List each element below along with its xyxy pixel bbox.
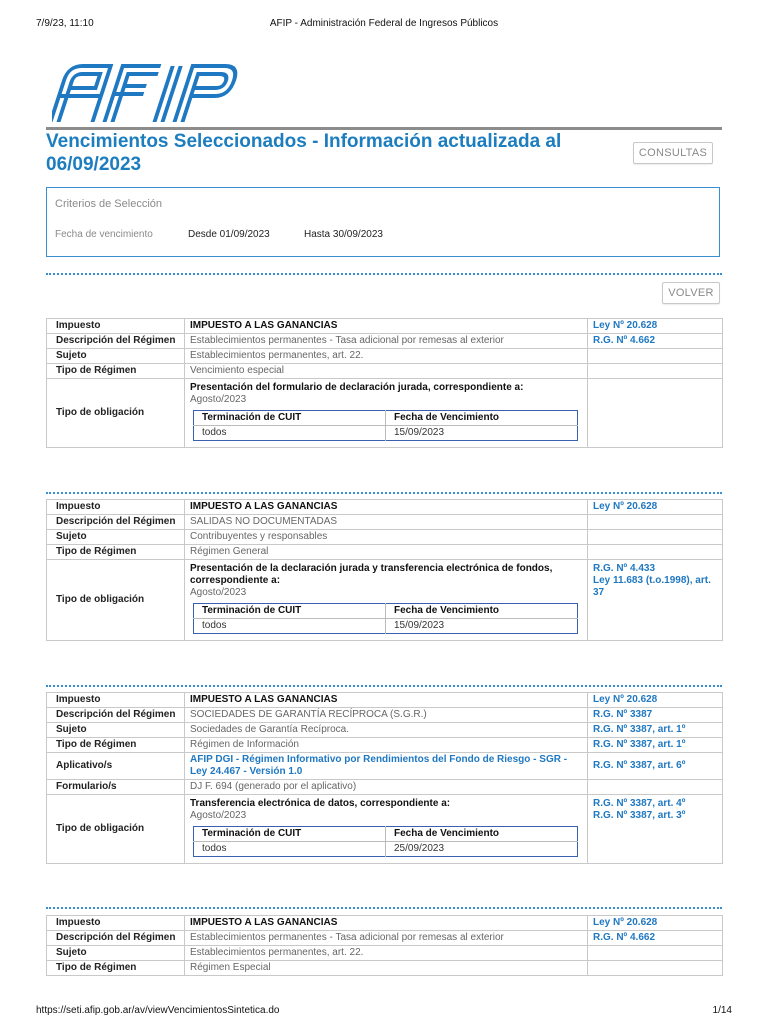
print-url: https://seti.afip.gob.ar/av/viewVencimientosSintetica.do <box>36 1005 280 1016</box>
obligacion-title: Presentación del formulario de declaración jurada, correspondiente a: <box>190 382 524 393</box>
impuesto-ref-link[interactable]: Ley Nº 20.628 <box>588 319 723 334</box>
obligacion-period: Agosto/2023 <box>190 394 247 405</box>
cuit-value: todos <box>194 619 386 634</box>
label-sujeto: Sujeto <box>47 723 185 738</box>
row-descripcion <box>47 334 723 349</box>
header-terminacion-cuit: Terminación de CUIT <box>194 827 386 842</box>
sujeto-ref-empty <box>588 946 723 961</box>
descripcion-value: SALIDAS NO DOCUMENTADAS <box>185 515 588 530</box>
separator <box>46 492 722 494</box>
vencimiento-record-4 <box>46 915 722 976</box>
criteria-desde: Desde 01/09/2023 <box>188 229 270 240</box>
inner-row <box>194 842 578 857</box>
obligacion-cell <box>185 379 588 448</box>
label-aplicativo: Aplicativo/s <box>47 753 185 780</box>
label-sujeto: Sujeto <box>47 349 185 364</box>
vencimiento-inner-table <box>193 826 578 857</box>
obligacion-title: Transferencia electrónica de datos, correspondiente a: <box>190 798 451 809</box>
fecha-value: 15/09/2023 <box>394 427 445 438</box>
label-descripcion: Descripción del Régimen <box>47 708 185 723</box>
tipo-regimen-value: Régimen de Información <box>185 738 588 753</box>
criteria-hasta: Hasta 30/09/2023 <box>304 229 383 240</box>
sujeto-ref-empty <box>588 530 723 545</box>
row-sujeto <box>47 530 723 545</box>
row-aplicativo <box>47 753 723 780</box>
tipo-regimen-value: Régimen Especial <box>185 961 588 976</box>
row-sujeto <box>47 349 723 364</box>
inner-row <box>194 619 578 634</box>
row-tipo-regimen <box>47 738 723 753</box>
sujeto-value: Establecimientos permanentes, art. 22. <box>185 946 588 961</box>
obligacion-ref-link-2[interactable]: R.G. Nº 3387, art. 3º <box>593 810 686 821</box>
label-tipo-obligacion: Tipo de obligación <box>47 560 185 641</box>
obligacion-ref-link-2[interactable]: Ley 11.683 (t.o.1998), art. 37 <box>593 575 711 598</box>
obligacion-refs <box>588 795 723 864</box>
impuesto-value: IMPUESTO A LAS GANANCIAS <box>185 319 588 334</box>
row-descripcion <box>47 708 723 723</box>
row-impuesto <box>47 319 723 334</box>
obligacion-period: Agosto/2023 <box>190 810 247 821</box>
descripcion-value: Establecimientos permanentes - Tasa adicional por remesas al exterior <box>185 334 588 349</box>
label-formulario: Formulario/s <box>47 780 185 795</box>
inner-header <box>194 411 578 426</box>
descripcion-ref-link[interactable]: R.G. Nº 3387 <box>588 708 723 723</box>
obligacion-refs <box>588 560 723 641</box>
aplicativo-ref-link[interactable]: R.G. Nº 3387, art. 6º <box>588 753 723 780</box>
row-descripcion <box>47 515 723 530</box>
label-impuesto: Impuesto <box>47 319 185 334</box>
formulario-ref-empty <box>588 780 723 795</box>
formulario-value: DJ F. 694 (generado por el aplicativo) <box>185 780 588 795</box>
obligacion-ref-link-1[interactable]: R.G. Nº 4.433 <box>593 563 656 574</box>
label-sujeto: Sujeto <box>47 946 185 961</box>
impuesto-value: IMPUESTO A LAS GANANCIAS <box>185 693 588 708</box>
criteria-title: Criterios de Selección <box>55 198 162 210</box>
page-count: 1/14 <box>712 1005 732 1016</box>
descripcion-ref-link[interactable]: R.G. Nº 4.662 <box>588 931 723 946</box>
print-title: AFIP - Administración Federal de Ingresos Públicos <box>269 18 499 29</box>
header-terminacion-cuit: Terminación de CUIT <box>194 411 386 426</box>
separator <box>46 273 722 275</box>
label-tipo-obligacion: Tipo de obligación <box>47 379 185 448</box>
aplicativo-link[interactable]: AFIP DGI - Régimen Informativo por Rendimientos del Fondo de Riesgo - SGR - Ley 24.467 - Versión 1.0 <box>185 753 588 780</box>
row-impuesto <box>47 916 723 931</box>
row-descripcion <box>47 931 723 946</box>
inner-header <box>194 827 578 842</box>
header-fecha-vencimiento: Fecha de Vencimiento <box>386 604 578 619</box>
row-tipo-regimen <box>47 364 723 379</box>
criteria-date-label: Fecha de vencimiento <box>55 229 153 240</box>
vencimiento-inner-table <box>193 603 578 634</box>
cuit-value: todos <box>194 426 386 441</box>
row-tipo-obligacion <box>47 795 723 864</box>
row-tipo-regimen <box>47 961 723 976</box>
row-tipo-obligacion <box>47 379 723 448</box>
label-tipo-regimen: Tipo de Régimen <box>47 545 185 560</box>
sujeto-value: Sociedades de Garantía Recíproca. <box>185 723 588 738</box>
tipo-regimen-value: Régimen General <box>185 545 588 560</box>
vencimiento-record-3 <box>46 692 722 864</box>
label-tipo-regimen: Tipo de Régimen <box>47 961 185 976</box>
row-formulario <box>47 780 723 795</box>
afip-logo <box>52 62 252 126</box>
sujeto-value: Contribuyentes y responsables <box>185 530 588 545</box>
descripcion-ref-empty <box>588 515 723 530</box>
sujeto-ref-empty <box>588 349 723 364</box>
vencimiento-record-2 <box>46 499 722 641</box>
tipo-regimen-ref-link[interactable]: R.G. Nº 3387, art. 1º <box>588 738 723 753</box>
impuesto-value: IMPUESTO A LAS GANANCIAS <box>185 500 588 515</box>
label-impuesto: Impuesto <box>47 500 185 515</box>
label-descripcion: Descripción del Régimen <box>47 515 185 530</box>
obligacion-ref-empty <box>588 379 723 448</box>
consultas-button[interactable]: CONSULTAS <box>633 142 713 164</box>
page-title: Vencimientos Seleccionados - Información actualizada al 06/09/2023 <box>46 131 562 175</box>
label-tipo-regimen: Tipo de Régimen <box>47 364 185 379</box>
row-impuesto <box>47 500 723 515</box>
descripcion-value: Establecimientos permanentes - Tasa adicional por remesas al exterior <box>185 931 588 946</box>
label-impuesto: Impuesto <box>47 916 185 931</box>
label-tipo-regimen: Tipo de Régimen <box>47 738 185 753</box>
separator <box>46 685 722 687</box>
obligacion-cell <box>185 560 588 641</box>
inner-header <box>194 604 578 619</box>
row-impuesto <box>47 693 723 708</box>
inner-row <box>194 426 578 441</box>
row-tipo-obligacion <box>47 560 723 641</box>
label-descripcion: Descripción del Régimen <box>47 334 185 349</box>
criteria-panel <box>46 187 720 257</box>
tipo-regimen-ref-empty <box>588 545 723 560</box>
fecha-value: 15/09/2023 <box>394 620 445 631</box>
tipo-regimen-ref-empty <box>588 364 723 379</box>
obligacion-cell <box>185 795 588 864</box>
impuesto-ref-link[interactable]: Ley Nº 20.628 <box>588 693 723 708</box>
vencimiento-inner-table <box>193 410 578 441</box>
sujeto-ref-link[interactable]: R.G. Nº 3387, art. 1º <box>588 723 723 738</box>
obligacion-title: Presentación de la declaración jurada y transferencia electrónica de fondos, correspondiente a: <box>190 563 553 586</box>
cuit-value: todos <box>194 842 386 857</box>
impuesto-value: IMPUESTO A LAS GANANCIAS <box>185 916 588 931</box>
obligacion-period: Agosto/2023 <box>190 587 247 598</box>
tipo-regimen-ref-empty <box>588 961 723 976</box>
header-fecha-vencimiento: Fecha de Vencimiento <box>386 827 578 842</box>
obligacion-ref-link-1[interactable]: R.G. Nº 3387, art. 4º <box>593 798 686 809</box>
header-terminacion-cuit: Terminación de CUIT <box>194 604 386 619</box>
descripcion-value: SOCIEDADES DE GARANTÍA RECÍPROCA (S.G.R.) <box>185 708 588 723</box>
row-tipo-regimen <box>47 545 723 560</box>
label-impuesto: Impuesto <box>47 693 185 708</box>
label-tipo-obligacion: Tipo de obligación <box>47 795 185 864</box>
sujeto-value: Establecimientos permanentes, art. 22. <box>185 349 588 364</box>
vencimiento-record-1 <box>46 318 722 448</box>
impuesto-ref-link[interactable]: Ley Nº 20.628 <box>588 500 723 515</box>
tipo-regimen-value: Vencimiento especial <box>185 364 588 379</box>
print-date: 7/9/23, 11:10 <box>36 18 94 29</box>
label-sujeto: Sujeto <box>47 530 185 545</box>
row-sujeto <box>47 723 723 738</box>
descripcion-ref-link[interactable]: R.G. Nº 4.662 <box>588 334 723 349</box>
impuesto-ref-link[interactable]: Ley Nº 20.628 <box>588 916 723 931</box>
label-descripcion: Descripción del Régimen <box>47 931 185 946</box>
fecha-value: 25/09/2023 <box>394 843 445 854</box>
header-fecha-vencimiento: Fecha de Vencimiento <box>386 411 578 426</box>
volver-button[interactable]: VOLVER <box>662 282 720 304</box>
row-sujeto <box>47 946 723 961</box>
separator <box>46 907 722 909</box>
